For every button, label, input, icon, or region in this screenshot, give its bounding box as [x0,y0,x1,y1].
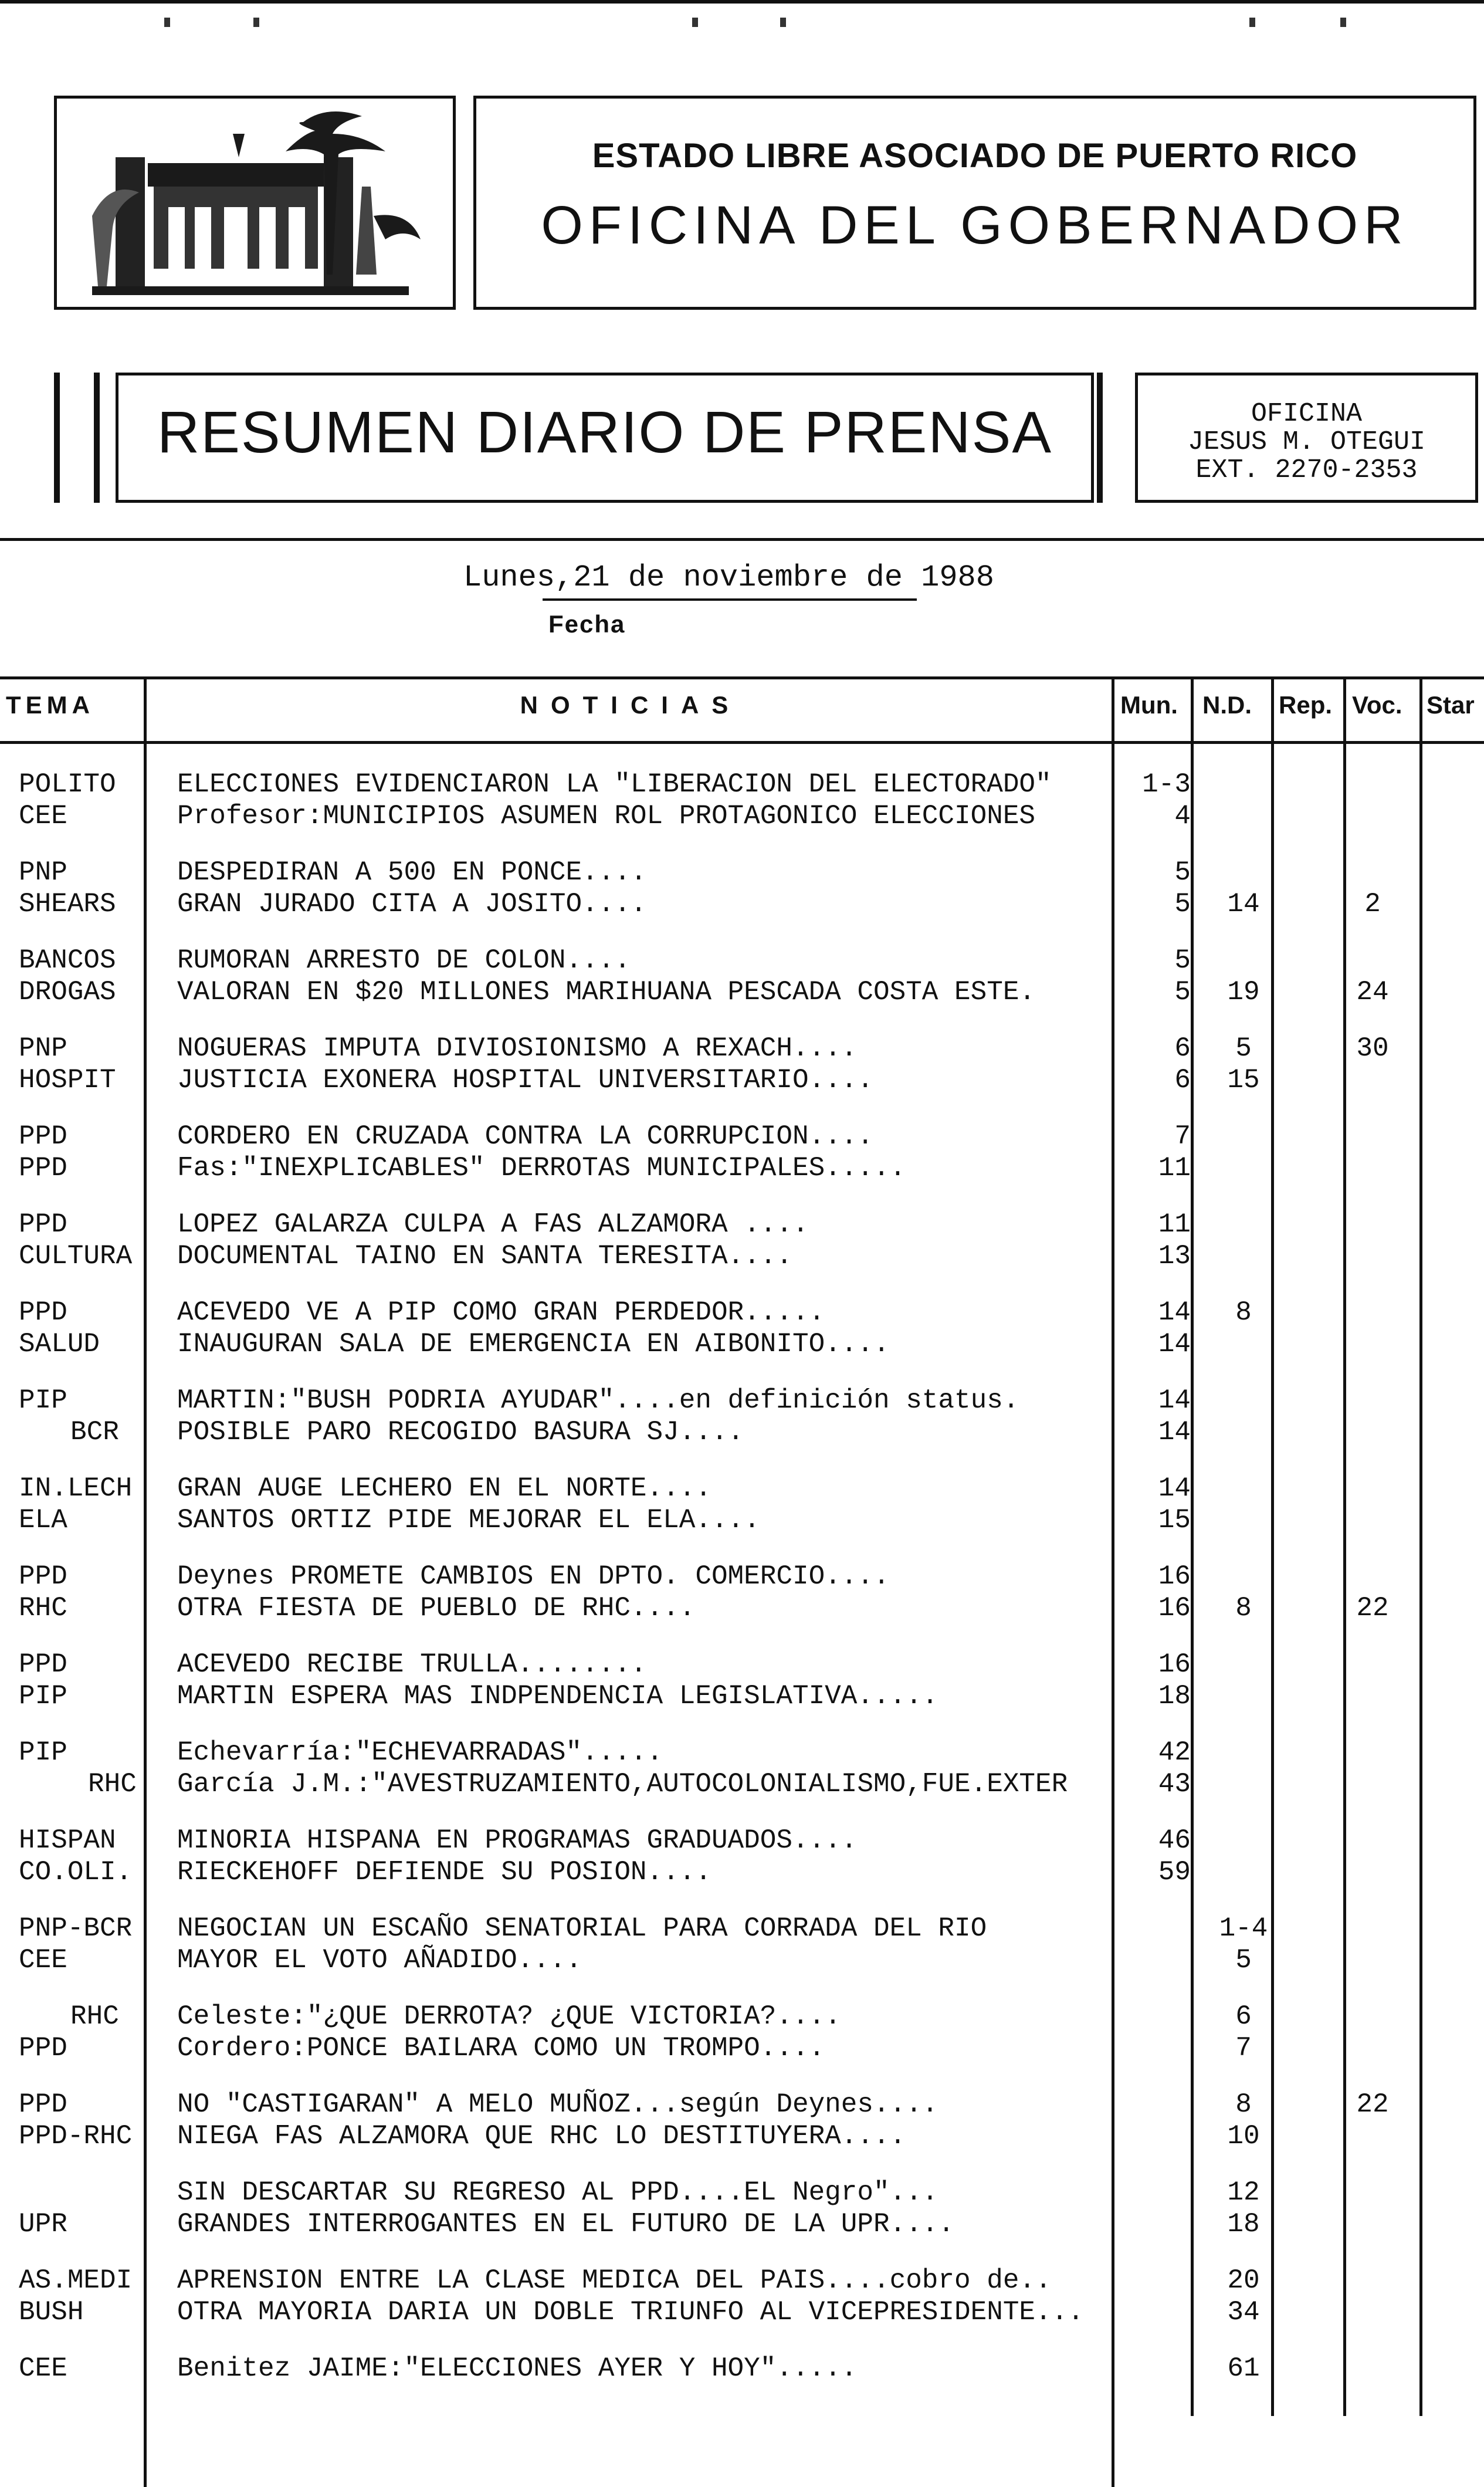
table-row [0,2120,1484,2152]
row-mun: 43 [1158,1769,1191,1799]
row-tema: PPD [19,2033,67,2063]
row-voc: 22 [1356,1593,1389,1623]
row-headline: SIN DESCARTAR SU REGRESO AL PPD....EL Negro"... [177,2177,938,2208]
table-row [0,2001,1484,2032]
row-mun: 5 [1174,977,1191,1007]
row-mun: 1-3 [1142,769,1191,800]
row-mun: 11 [1158,1209,1191,1240]
row-tema: PPD [19,2089,67,2120]
decorative-bar [1097,373,1103,503]
row-headline: MARTIN:"BUSH PODRIA AYUDAR"....en definición status. [177,1385,1019,1416]
table-row [0,1473,1484,1504]
voc-column-divider [1419,676,1422,2416]
row-mun: 16 [1158,1561,1191,1592]
table-row [0,800,1484,832]
row-headline: Fas:"INEXPLICABLES" DERROTAS MUNICIPALES..... [177,1153,906,1183]
table-row [0,1768,1484,1800]
row-tema: PPD [19,1153,67,1183]
header-divider [0,538,1484,541]
row-mun: 7 [1174,1121,1191,1152]
date-value: Lunes,21 de noviembre de 1988 [463,560,994,595]
table-row [0,888,1484,920]
table-row [0,945,1484,976]
table-row [0,1328,1484,1360]
row-nd: 12 [1227,2177,1260,2208]
table-row [0,2089,1484,2120]
row-nd: 61 [1227,2353,1260,2384]
row-nd: 15 [1227,1065,1260,1095]
row-headline: MARTIN ESPERA MAS INDPENDENCIA LEGISLATIVA..... [177,1681,938,1711]
column-header-tema: TEMA [6,691,94,719]
table-row [0,976,1484,1008]
table-row [0,1561,1484,1592]
table-row [0,2296,1484,2328]
decorative-bar [94,373,100,503]
contact-office: OFICINA [1251,399,1363,429]
table-row [0,1944,1484,1976]
row-headline: RIECKEHOFF DEFIENDE SU POSION.... [177,1857,711,1887]
row-tema: BANCOS [19,945,116,976]
column-header-nd: N.D. [1202,691,1252,719]
row-tema: POLITO [19,769,116,800]
table-row [0,769,1484,800]
row-headline: ACEVEDO VE A PIP COMO GRAN PERDEDOR..... [177,1297,825,1328]
row-tema: CEE [19,801,67,831]
row-tema: BUSH [19,2297,84,2327]
table-row [0,857,1484,888]
row-headline: Echevarría:"ECHEVARRADAS"..... [177,1737,663,1768]
punch-mark [164,18,170,27]
row-mun: 6 [1174,1033,1191,1064]
row-headline: MAYOR EL VOTO AÑADIDO.... [177,1945,582,1975]
punch-mark [1249,18,1255,27]
column-header-rep: Rep. [1279,691,1333,719]
punch-mark [253,18,259,27]
row-mun: 5 [1174,945,1191,976]
governor-mansion-logo [57,99,453,307]
row-headline: OTRA MAYORIA DARIA UN DOBLE TRIUNFO AL VICEPRESIDENTE... [177,2297,1084,2327]
row-tema: BCR [70,1417,119,1447]
table-row [0,2353,1484,2384]
office-name: OFICINA DEL GOBERNADOR [541,195,1409,255]
table-row [0,1064,1484,1096]
row-mun: 5 [1174,889,1191,919]
row-headline: GRAN AUGE LECHERO EN EL NORTE.... [177,1473,711,1504]
nd-column-divider [1271,676,1274,2416]
row-tema: PNP [19,857,67,888]
row-mun: 59 [1158,1857,1191,1887]
row-nd: 10 [1227,2121,1260,2151]
row-tema: PIP [19,1681,67,1711]
date-label: Fecha [548,610,626,638]
row-headline: Benitez JAIME:"ELECCIONES AYER Y HOY"..... [177,2353,858,2384]
row-headline: OTRA FIESTA DE PUEBLO DE RHC.... [177,1593,696,1623]
publication-title: RESUMEN DIARIO DE PRENSA [157,400,1053,465]
table-row [0,1240,1484,1272]
row-nd: 5 [1235,1033,1252,1064]
row-headline: Deynes PROMETE CAMBIOS EN DPTO. COMERCIO.... [177,1561,890,1592]
row-tema: CULTURA [19,1241,133,1271]
row-mun: 11 [1158,1153,1191,1183]
row-tema: PIP [19,1737,67,1768]
row-headline: NEGOCIAN UN ESCAÑO SENATORIAL PARA CORRADA DEL RIO [177,1913,987,1944]
row-headline: VALORAN EN $20 MILLONES MARIHUANA PESCADA COSTA ESTE. [177,977,1036,1007]
table-row [0,2032,1484,2064]
table-row [0,1121,1484,1152]
row-tema: RHC [19,1593,67,1623]
row-mun: 14 [1158,1329,1191,1359]
column-header-voc: Voc. [1352,691,1402,719]
row-tema: HISPAN [19,1825,116,1856]
row-nd: 6 [1235,2001,1252,2032]
agency-name: ESTADO LIBRE ASOCIADO DE PUERTO RICO [592,137,1358,175]
row-nd: 18 [1227,2209,1260,2239]
column-header-mun: Mun. [1120,691,1178,719]
row-nd: 7 [1235,2033,1252,2063]
row-voc: 2 [1364,889,1381,919]
punch-mark [1340,18,1346,27]
row-tema: PPD-RHC [19,2121,133,2151]
table-row [0,2177,1484,2208]
table-row [0,2208,1484,2240]
row-nd: 19 [1227,977,1260,1007]
rep-column-divider [1343,676,1346,2416]
row-mun: 16 [1158,1649,1191,1680]
row-tema: SHEARS [19,889,116,919]
row-headline: Profesor:MUNICIPIOS ASUMEN ROL PROTAGONICO ELECCIONES [177,801,1036,831]
row-tema: AS.MEDI [19,2265,133,2296]
row-tema: PNP-BCR [19,1913,133,1944]
row-headline: García J.M.:"AVESTRUZAMIENTO,AUTOCOLONIALISMO,FUE.EXTER [177,1769,1068,1799]
row-headline: CORDERO EN CRUZADA CONTRA LA CORRUPCION.... [177,1121,873,1152]
row-mun: 14 [1158,1417,1191,1447]
table-header-border [0,741,1484,744]
contact-person: JESUS M. OTEGUI [1187,427,1426,457]
table-top-border [0,676,1484,679]
row-mun: 18 [1158,1681,1191,1711]
row-headline: GRANDES INTERROGANTES EN EL FUTURO DE LA UPR.... [177,2209,955,2239]
row-headline: DOCUMENTAL TAINO EN SANTA TERESITA.... [177,1241,792,1271]
table-row [0,1592,1484,1624]
row-tema: IN.LECH [19,1473,133,1504]
row-tema: ELA [19,1505,67,1535]
row-mun: 14 [1158,1473,1191,1504]
row-mun: 46 [1158,1825,1191,1856]
table-row [0,1416,1484,1448]
row-nd: 8 [1235,1593,1252,1623]
row-nd: 20 [1227,2265,1260,2296]
row-headline: RUMORAN ARRESTO DE COLON.... [177,945,631,976]
row-mun: 42 [1158,1737,1191,1768]
row-nd: 5 [1235,1945,1252,1975]
row-headline: ACEVEDO RECIBE TRULLA........ [177,1649,647,1680]
table-row [0,1913,1484,1944]
row-headline: DESPEDIRAN A 500 EN PONCE.... [177,857,647,888]
row-tema: PPD [19,1297,67,1328]
table-row [0,1297,1484,1328]
row-headline: INAUGURAN SALA DE EMERGENCIA EN AIBONITO.... [177,1329,890,1359]
decorative-bar [54,373,60,503]
row-headline: SANTOS ORTIZ PIDE MEJORAR EL ELA.... [177,1505,760,1535]
row-tema: DROGAS [19,977,116,1007]
row-voc: 22 [1356,2089,1389,2120]
row-tema: PPD [19,1209,67,1240]
row-nd: 34 [1227,2297,1260,2327]
table-row [0,1209,1484,1240]
row-voc: 30 [1356,1033,1389,1064]
row-headline: GRAN JURADO CITA A JOSITO.... [177,889,647,919]
table-row [0,1737,1484,1768]
row-headline: MINORIA HISPANA EN PROGRAMAS GRADUADOS.... [177,1825,858,1856]
column-header-star: Star [1427,691,1475,719]
top-edge-line [0,0,1484,4]
row-tema: UPR [19,2209,67,2239]
row-headline: Celeste:"¿QUE DERROTA? ¿QUE VICTORIA?.... [177,2001,841,2032]
letterhead-logo-frame [54,96,456,310]
contact-extension: EXT. 2270-2353 [1195,455,1418,485]
row-tema: PPD [19,1561,67,1592]
row-tema: PPD [19,1121,67,1152]
table-row [0,1649,1484,1680]
table-row [0,1152,1484,1184]
row-mun: 4 [1174,801,1191,831]
row-headline: APRENSION ENTRE LA CLASE MEDICA DEL PAIS....cobro de.. [177,2265,1052,2296]
row-nd: 8 [1235,2089,1252,2120]
row-tema: CEE [19,1945,67,1975]
row-tema: SALUD [19,1329,100,1359]
table-row [0,1856,1484,1888]
punch-mark [692,18,698,27]
row-mun: 15 [1158,1505,1191,1535]
row-mun: 5 [1174,857,1191,888]
punch-mark [780,18,786,27]
row-tema: PPD [19,1649,67,1680]
row-nd: 8 [1235,1297,1252,1328]
row-headline: ELECCIONES EVIDENCIARON LA "LIBERACION DEL ELECTORADO" [177,769,1052,800]
row-tema: CO.OLI. [19,1857,133,1887]
row-nd: 1-4 [1219,1913,1268,1944]
table-row [0,1825,1484,1856]
table-row [0,1033,1484,1064]
row-tema: CEE [19,2353,67,2384]
row-mun: 13 [1158,1241,1191,1271]
row-mun: 6 [1174,1065,1191,1095]
row-headline: JUSTICIA EXONERA HOSPITAL UNIVERSITARIO.... [177,1065,873,1095]
date-underline [543,598,917,601]
table-row [0,2265,1484,2296]
row-mun: 14 [1158,1297,1191,1328]
table-row [0,1504,1484,1536]
row-tema: PNP [19,1033,67,1064]
row-tema: RHC [88,1769,137,1799]
row-voc: 24 [1356,977,1389,1007]
table-row [0,1385,1484,1416]
row-tema: PIP [19,1385,67,1416]
row-nd: 14 [1227,889,1260,919]
row-headline: LOPEZ GALARZA CULPA A FAS ALZAMORA .... [177,1209,809,1240]
column-header-noticias: NOTICIAS [520,691,741,719]
row-headline: Cordero:PONCE BAILARA COMO UN TROMPO.... [177,2033,825,2063]
row-headline: NIEGA FAS ALZAMORA QUE RHC LO DESTITUYERA.... [177,2121,906,2151]
row-mun: 14 [1158,1385,1191,1416]
row-tema: RHC [70,2001,119,2032]
row-headline: NOGUERAS IMPUTA DIVIOSIONISMO A REXACH.... [177,1033,858,1064]
table-row [0,1680,1484,1712]
row-mun: 16 [1158,1593,1191,1623]
row-headline: POSIBLE PARO RECOGIDO BASURA SJ.... [177,1417,744,1447]
row-tema: HOSPIT [19,1065,116,1095]
mun-column-divider [1191,676,1194,2416]
row-headline: NO "CASTIGARAN" A MELO MUÑOZ...según Deynes.... [177,2089,938,2120]
